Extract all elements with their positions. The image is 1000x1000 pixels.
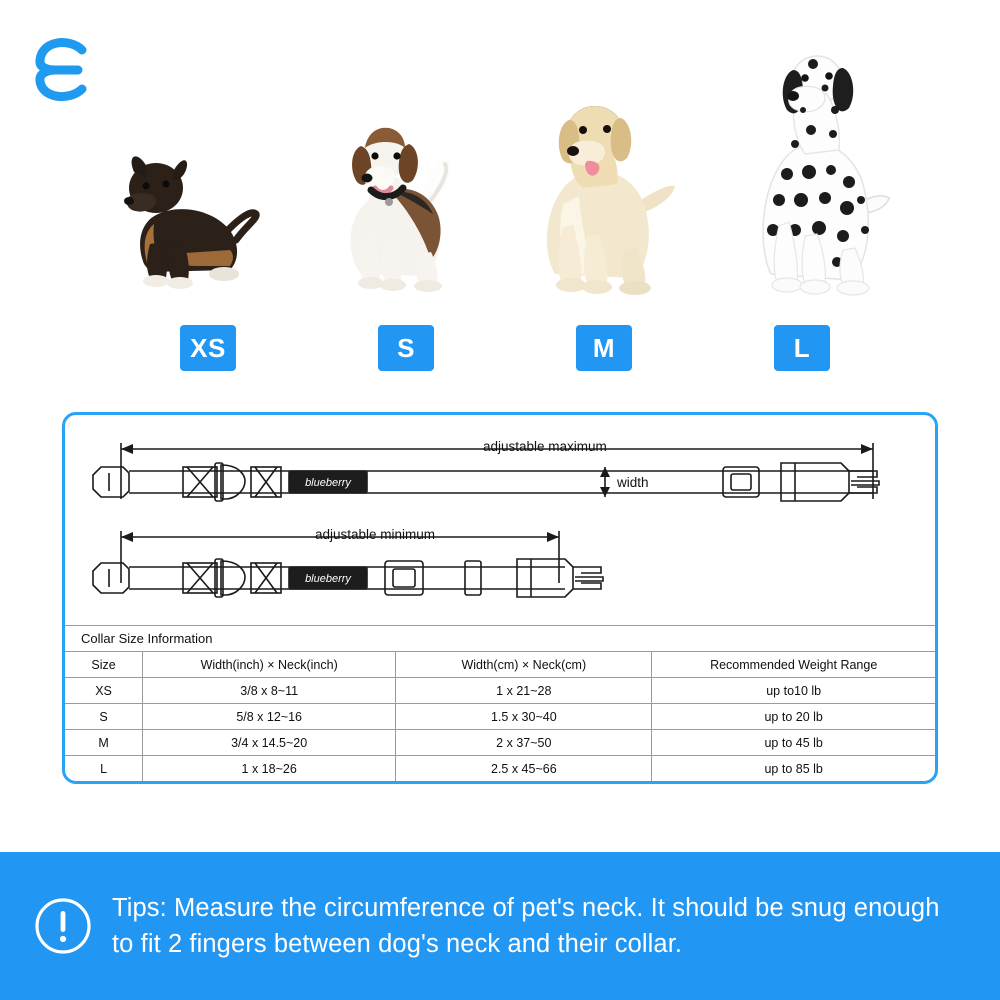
- dog-photo-xs: [110, 114, 260, 314]
- exclamation-circle-icon: [34, 897, 92, 955]
- cell-size: M: [65, 730, 143, 756]
- badge-wrap-xs: [110, 325, 306, 371]
- size-badge-xs: XS: [180, 325, 236, 371]
- tips-banner: [0, 852, 1000, 1000]
- header-size: Size: [65, 652, 143, 678]
- cell-inch: 1 x 18~26: [143, 756, 396, 782]
- table-header-row: [65, 652, 935, 678]
- collar-strap-max: [93, 463, 879, 501]
- dog-illustration-l: [725, 24, 900, 320]
- size-information-card: [62, 412, 938, 784]
- cell-size: XS: [65, 678, 143, 704]
- dog-size-illustrations: [110, 20, 900, 320]
- cell-cm: 1 x 21~28: [396, 678, 652, 704]
- collar-diagram: [65, 415, 935, 625]
- table-row: [65, 756, 935, 782]
- collar-brand-tag-top: blueberry: [305, 477, 351, 489]
- cell-cm: 2 x 37~50: [396, 730, 652, 756]
- collar-size-table: [65, 625, 935, 782]
- table-caption: Collar Size Information: [65, 626, 935, 652]
- dog-illustration-s: [303, 84, 463, 320]
- adjustable-maximum-label: adjustable maximum: [483, 439, 607, 454]
- dog-photo-m: [507, 54, 682, 314]
- badge-wrap-m: [506, 325, 702, 371]
- header-inch: Width(inch) × Neck(inch): [143, 652, 396, 678]
- header-cm: Width(cm) × Neck(cm): [396, 652, 652, 678]
- cell-inch: 5/8 x 12~16: [143, 704, 396, 730]
- width-label: width: [617, 475, 649, 490]
- badge-wrap-l: [704, 325, 900, 371]
- tips-text: Tips: Measure the circumference of pet's neck. It should be snug enough to fit 2 fingers between dog's neck and their collar.: [112, 893, 940, 958]
- cell-inch: 3/8 x 8~11: [143, 678, 396, 704]
- cell-weight: up to 20 lb: [652, 704, 935, 730]
- header-weight: Recommended Weight Range: [652, 652, 935, 678]
- table-row: [65, 730, 935, 756]
- cell-weight: up to 45 lb: [652, 730, 935, 756]
- cell-cm: 1.5 x 30~40: [396, 704, 652, 730]
- cell-cm: 2.5 x 45~66: [396, 756, 652, 782]
- table-row: [65, 678, 935, 704]
- cell-weight: up to 85 lb: [652, 756, 935, 782]
- dog-photo-s: [303, 84, 463, 314]
- epsilon-logo-icon: [32, 36, 94, 102]
- cell-weight: up to10 lb: [652, 678, 935, 704]
- table-row: [65, 704, 935, 730]
- size-badge-s: S: [378, 325, 434, 371]
- size-badges: [110, 322, 900, 374]
- dog-photo-l: [725, 24, 900, 314]
- cell-inch: 3/4 x 14.5~20: [143, 730, 396, 756]
- cell-size: L: [65, 756, 143, 782]
- collar-brand-tag-bottom: blueberry: [305, 573, 351, 585]
- table-caption-row: [65, 626, 935, 652]
- size-badge-m: M: [576, 325, 632, 371]
- cell-size: S: [65, 704, 143, 730]
- badge-wrap-s: [308, 325, 504, 371]
- adjustable-minimum-label: adjustable minimum: [315, 527, 436, 542]
- size-badge-l: L: [774, 325, 830, 371]
- dog-illustration-xs: [110, 114, 260, 320]
- dog-illustration-m: [507, 54, 682, 320]
